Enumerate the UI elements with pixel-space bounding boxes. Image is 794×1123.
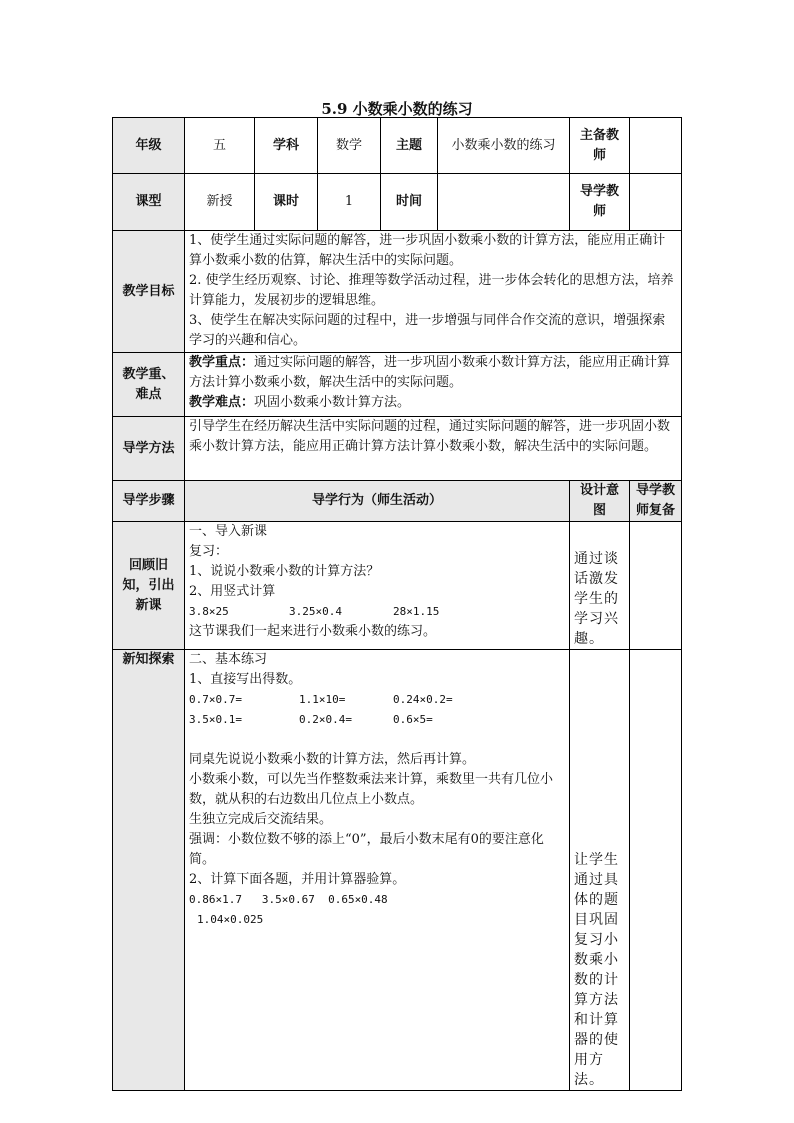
calc-1: 3.8×25 xyxy=(189,605,229,618)
key-point-title: 教学重点： xyxy=(189,355,255,370)
method-row xyxy=(113,417,682,481)
explore-prep xyxy=(630,650,682,1091)
explore-p1: 同桌先说说小数乘小数的计算方法，然后再计算。 xyxy=(189,752,476,767)
method-label: 导学方法 xyxy=(113,417,185,481)
topic-value: 小数乘小数的练习 xyxy=(438,118,570,174)
subject-value: 数学 xyxy=(318,118,381,174)
period-label: 课时 xyxy=(255,174,318,231)
key-point-text: 通过实际问题的解答，进一步巩固小数乘小数计算方法，能应用正确计算方法计算小数乘小数，解决生活中的实际问题。 xyxy=(189,355,671,390)
guide-teacher-label: 导学教师 xyxy=(570,174,630,231)
grade-label: 年级 xyxy=(113,118,185,174)
review-line-4: 2、用竖式计算 xyxy=(189,584,276,599)
expr-1: 0.7×0.7= xyxy=(189,693,242,706)
page-title: 5.9 小数乘小数的练习 xyxy=(321,100,473,118)
activity-header: 导学行为（师生活动） xyxy=(185,481,570,522)
steps-header-row xyxy=(113,481,682,522)
explore-p2: 小数乘小数，可以先当作整数乘法来计算，乘数里一共有几位小数，就从积的右边数出几位点上小数点。 xyxy=(189,772,554,807)
grade-value: 五 xyxy=(185,118,255,174)
expr-2: 1.1×10= xyxy=(299,693,346,706)
method-content: 引导学生在经历解决生活中实际问题的过程，通过实际问题的解答，进一步巩固小数乘小数计算方法，能应用正确计算方法计算小数乘小数，解决生活中的实际问题。 xyxy=(185,417,682,481)
explore-label: 新知探索 xyxy=(113,650,185,1091)
review-line-1: 一、导入新课 xyxy=(189,524,268,539)
expr-5: 0.2×0.4= xyxy=(299,713,352,726)
review-row xyxy=(113,522,682,650)
explore-p4: 强调：小数位数不够的添上“0”，最后小数末尾有0的要注意化简。 xyxy=(189,832,544,867)
prep-header: 导学教师复备 xyxy=(630,481,682,522)
review-line-3: 1、说说小数乘小数的计算方法？ xyxy=(189,564,380,579)
explore-q1: 1、直接写出得数。 xyxy=(189,672,302,687)
header-row-2 xyxy=(113,174,682,231)
explore-row-2 xyxy=(189,710,565,730)
expr-4: 3.5×0.1= xyxy=(189,713,242,726)
intent-header: 设计意图 xyxy=(570,481,630,522)
key-points-content xyxy=(185,353,682,417)
review-intent: 通过谈话激发学生的学习兴趣。 xyxy=(570,522,630,650)
objectives-row xyxy=(113,231,682,353)
objective-2: 2. 使学生经历观察、讨论、推理等数学活动过程，进一步体会转化的思想方法，培养计算能力，发展初步的逻辑思维。 xyxy=(189,273,674,308)
key-points-label: 教学重、难点 xyxy=(113,353,185,417)
review-content xyxy=(185,522,570,650)
review-label: 回顾旧知，引出新课 xyxy=(113,522,185,650)
period-value: 1 xyxy=(318,174,381,231)
topic-label: 主题 xyxy=(381,118,438,174)
explore-p3: 生独立完成后交流结果。 xyxy=(189,812,333,827)
review-calc-row xyxy=(189,602,565,622)
calc-3: 28×1.15 xyxy=(393,605,440,618)
objectives-content xyxy=(185,231,682,353)
type-value: 新授 xyxy=(185,174,255,231)
spacer xyxy=(189,730,565,750)
explore-row-4: 1.04×0.025 xyxy=(197,913,264,926)
key-point xyxy=(189,353,677,393)
explore-row xyxy=(113,650,682,1091)
explore-heading: 二、基本练习 xyxy=(189,652,268,667)
type-label: 课型 xyxy=(113,174,185,231)
lead-teacher-value xyxy=(630,118,682,174)
time-value xyxy=(438,174,570,231)
expr-6: 0.6×5= xyxy=(393,713,433,726)
difficult-point-text: 巩固小数乘小数计算方法。 xyxy=(254,395,411,410)
calc-2: 3.25×0.4 xyxy=(289,605,342,618)
review-line-2: 复习： xyxy=(189,544,229,559)
review-closing: 这节课我们一起来进行小数乘小数的练习。 xyxy=(189,624,437,639)
header-row-1 xyxy=(113,118,682,174)
explore-content xyxy=(185,650,570,1091)
lesson-plan-table xyxy=(112,117,682,1091)
objective-1: 1、使学生通过实际问题的解答，进一步巩固小数乘小数的计算方法，能应用正确计算小数乘小数的估算，解决生活中的实际问题。 xyxy=(189,233,666,268)
objective-3: 3、使学生在解决实际问题的过程中，进一步增强与同伴合作交流的意识，增强探索学习的兴趣和信心。 xyxy=(189,313,666,348)
expr-3: 0.24×0.2= xyxy=(393,693,453,706)
subject-label: 学科 xyxy=(255,118,318,174)
guide-teacher-value xyxy=(630,174,682,231)
lead-teacher-label: 主备教师 xyxy=(570,118,630,174)
review-prep xyxy=(630,522,682,650)
time-label: 时间 xyxy=(381,174,438,231)
difficult-point xyxy=(189,393,677,413)
explore-intent: 让学生通过具体的题目巩固复习小数乘小数的计算方法和计算器的使用方法。 xyxy=(570,650,630,1091)
explore-row-1 xyxy=(189,690,565,710)
explore-q2: 2、计算下面各题，并用计算器验算。 xyxy=(189,872,406,887)
steps-header: 导学步骤 xyxy=(113,481,185,522)
objectives-label: 教学目标 xyxy=(113,231,185,353)
key-points-row xyxy=(113,353,682,417)
difficult-point-title: 教学难点： xyxy=(189,395,255,410)
explore-row-3: 0.86×1.7 3.5×0.67 0.65×0.48 xyxy=(189,893,388,906)
